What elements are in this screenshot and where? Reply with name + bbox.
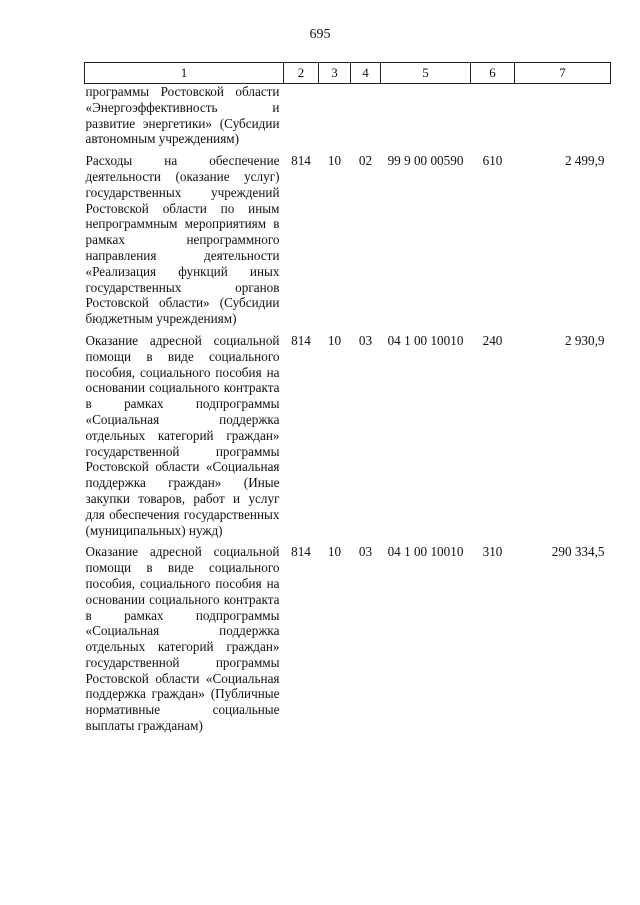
header-col-1: 1 — [85, 63, 284, 84]
row-description: Оказание адресной социальной помощи в виде социального пособия, социального пособия на основании социального контракта в рамках подпрограммы «Социальная поддержка отдельных категорий граждан» государственной программы Ростовской области «Социальная поддержка граждан» (Публичные нормативные социальные выплаты гражданам) — [85, 544, 280, 734]
row-target-article: 99 9 00 00590 — [387, 153, 464, 169]
row-ministry-code: 814 — [291, 544, 311, 560]
header-row — [85, 63, 611, 84]
header-col-6: 6 — [471, 63, 515, 84]
row-expense-type: 610 — [482, 153, 503, 169]
row-description: Оказание адресной социальной помощи в виде социального пособия, социального пособия на основании социального контракта в рамках подпрограммы «Социальная поддержка отдельных категорий граждан» государственной программы Ростовской области «Социальная поддержка граждан» (Иные закупки товаров, работ и услуг для обеспечения государственных (муниципальных) нужд) — [85, 332, 280, 538]
row-description: Расходы на обеспечение деятельности (оказание услуг) государственных учреждений Ростовской области по иным непрограммным мероприятиям в рамках непрограммного направления деятельности «Реализация функций иных государственных органов Ростовской области» (Субсидии бюджетным учреждениям) — [85, 153, 280, 327]
row-amount: 290 334,5 — [551, 544, 605, 560]
row-amount: 2 930,9 — [564, 332, 605, 348]
table-row — [85, 538, 611, 734]
row-section-code: 10 — [327, 544, 342, 560]
table-header — [85, 63, 611, 84]
row-amount: 2 499,9 — [564, 153, 605, 169]
page-number: 695 — [309, 27, 331, 42]
row-expense-type: 310 — [482, 544, 503, 560]
header-col-4: 4 — [351, 63, 381, 84]
row-section-code: 10 — [327, 153, 342, 169]
row-subsection-code — [351, 84, 381, 148]
row-subsection-code: 03 — [358, 544, 373, 560]
header-col-5: 5 — [381, 63, 471, 84]
row-target-article: 04 1 00 10010 — [387, 544, 464, 560]
header-col-7: 7 — [515, 63, 611, 84]
row-ministry-code: 814 — [291, 332, 311, 348]
row-ministry-code: 814 — [291, 153, 311, 169]
row-description: программы Ростовской области «Энергоэффективность и развитие энергетики» (Субсидии автономным учреждениям) — [85, 84, 280, 147]
table-row — [85, 327, 611, 538]
row-ministry-code — [284, 84, 319, 148]
row-subsection-code: 02 — [358, 153, 373, 169]
table-row — [85, 147, 611, 327]
row-target-article — [381, 84, 471, 148]
row-target-article: 04 1 00 10010 — [387, 332, 464, 348]
row-expense-type: 240 — [482, 332, 503, 348]
table-row — [85, 84, 611, 148]
row-expense-type — [471, 84, 515, 148]
row-section-code: 10 — [327, 332, 342, 348]
header-col-3: 3 — [319, 63, 351, 84]
row-amount — [515, 84, 611, 148]
row-section-code — [319, 84, 351, 148]
header-col-2: 2 — [284, 63, 319, 84]
budget-table — [84, 62, 611, 734]
row-subsection-code: 03 — [358, 332, 373, 348]
